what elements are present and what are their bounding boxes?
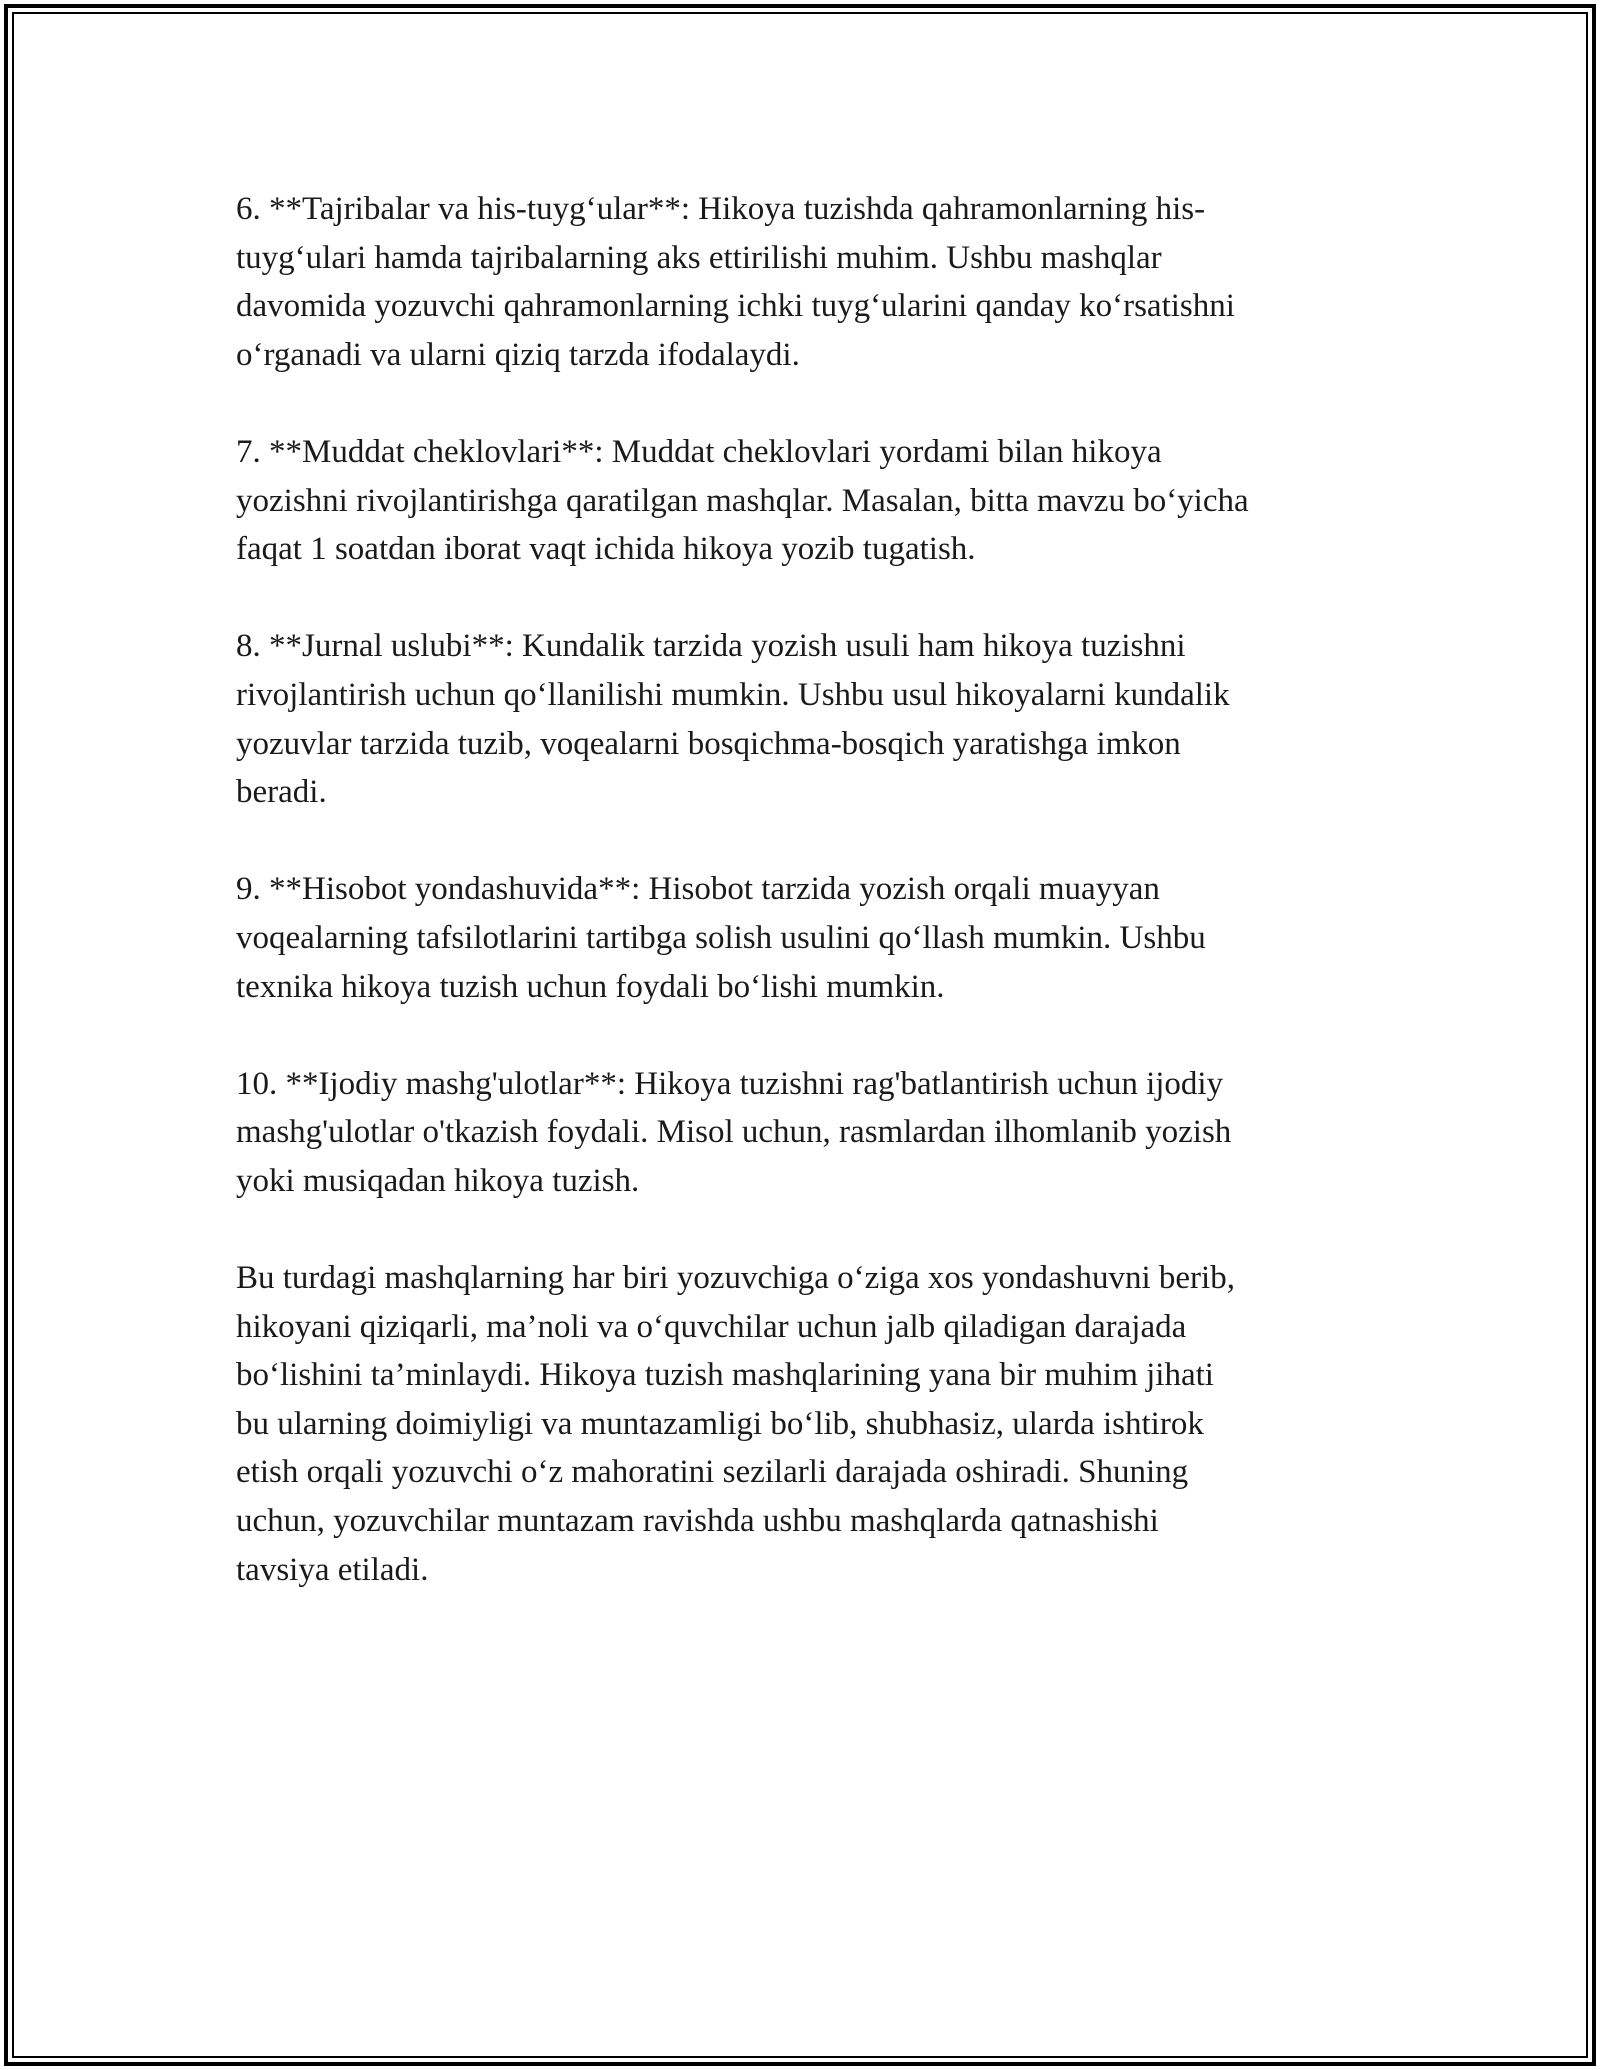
- text-line: tavsiya etiladi.: [236, 1551, 429, 1588]
- text-line: beradi.: [236, 774, 327, 811]
- text-line: 10. **Ijodiy mashg'ulotlar**: Hikoya tuzishni rag'batlantirish uchun ijodiy: [236, 1065, 1224, 1102]
- text-line: yozuvlar tarzida tuzib, voqealarni bosqichma-bosqich yaratishga imkon: [236, 725, 1181, 762]
- text-line: mashg'ulotlar o'tkazish foydali. Misol uchun, rasmlardan ilhomlanib yozish: [236, 1114, 1232, 1151]
- paragraph-jurnal: [236, 622, 1372, 816]
- text-line: 8. **Jurnal uslubi**: Kundalik tarzida yozish usuli ham hikoya tuzishni: [236, 628, 1186, 665]
- text-line: bu ularning doimiyligi va muntazamligi bo‘lib, shubhasiz, ularda ishtirok: [236, 1405, 1204, 1442]
- text-line: 9. **Hisobot yondashuvida**: Hisobot tarzida yozish orqali muayyan: [236, 871, 1160, 908]
- text-line: Bu turdagi mashqlarning har biri yozuvchiga o‘ziga xos yondashuvni berib,: [236, 1260, 1235, 1297]
- text-line: yoki musiqadan hikoya tuzish.: [236, 1162, 640, 1199]
- text-line: etish orqali yozuvchi o‘z mahoratini sezilarli darajada oshiradi. Shuning: [236, 1454, 1189, 1491]
- document-body: [236, 185, 1372, 1643]
- paragraph-ijodiy: [236, 1060, 1372, 1206]
- text-line: hikoyani qiziqarli, ma’noli va o‘quvchilar uchun jalb qiladigan darajada: [236, 1308, 1187, 1345]
- paragraph-hisobot: [236, 865, 1372, 1011]
- text-line: voqealarning tafsilotlarini tartibga solish usulini qo‘llash mumkin. Ushbu: [236, 919, 1206, 956]
- text-line: davomida yozuvchi qahramonlarning ichki tuyg‘ularini qanday ko‘rsatishni: [236, 288, 1235, 325]
- paragraph-muddat: [236, 428, 1372, 574]
- text-line: o‘rganadi va ularni qiziq tarzda ifodalaydi.: [236, 336, 800, 373]
- text-line: texnika hikoya tuzish uchun foydali bo‘lishi mumkin.: [236, 968, 945, 1005]
- paragraph-tajribalar: [236, 185, 1372, 379]
- text-line: faqat 1 soatdan iborat vaqt ichida hikoya yozib tugatish.: [236, 531, 976, 568]
- text-line: 6. **Tajribalar va his-tuyg‘ular**: Hikoya tuzishda qahramonlarning his-: [236, 191, 1206, 227]
- text-line: 7. **Muddat cheklovlari**: Muddat cheklovlari yordami bilan hikoya: [236, 433, 1162, 470]
- text-line: bo‘lishini ta’minlaydi. Hikoya tuzish mashqlarining yana bir muhim jihati: [236, 1357, 1214, 1394]
- paragraph-conclusion: [236, 1254, 1372, 1594]
- text-line: uchun, yozuvchilar muntazam ravishda ushbu mashqlarda qatnashishi: [236, 1503, 1159, 1540]
- text-line: tuyg‘ulari hamda tajribalarning aks ettirilishi muhim. Ushbu mashqlar: [236, 239, 1162, 276]
- text-line: yozishni rivojlantirishga qaratilgan mashqlar. Masalan, bitta mavzu bo‘yicha: [236, 482, 1249, 519]
- text-line: rivojlantirish uchun qo‘llanilishi mumkin. Ushbu usul hikoyalarni kundalik: [236, 676, 1230, 713]
